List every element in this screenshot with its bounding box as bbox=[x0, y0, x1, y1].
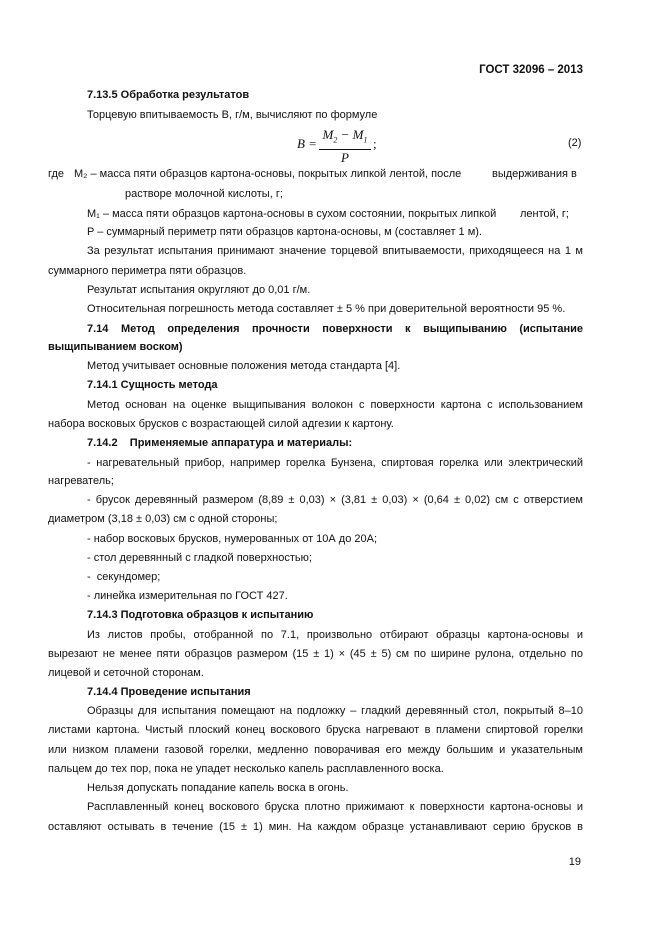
definition-m2-cont: растворе молочной кислоты, г; bbox=[125, 188, 283, 200]
section-heading-7-14-2: 7.14.2 Применяемые аппаратура и материалы: bbox=[87, 437, 353, 449]
paragraph-line: Нельзя допускать попадание капель воска в огонь. bbox=[87, 782, 349, 794]
paragraph-line: Расплавленный конец воскового бруска плотно прижимают к поверхности картона-основы и bbox=[87, 801, 583, 813]
paragraph-line: листами картона. Чистый плоский конец воскового бруска нагревают в пламени спиртовой горелки bbox=[48, 724, 583, 736]
paragraph-line: Торцевую впитываемость B, г/м, вычисляют по формуле bbox=[87, 109, 378, 121]
paragraph-line: набора восковых брусков с возрастающей силой адгезии к картону. bbox=[48, 418, 394, 430]
section-heading-7-14-cont: выщипыванием воском) bbox=[48, 341, 183, 353]
paragraph-line: лицевой и сеточной сторонам. bbox=[48, 667, 204, 679]
formula-equals: = bbox=[309, 136, 317, 151]
section-heading-7-14: 7.14 Метод определения прочности поверхности к выщипыванию (испытание bbox=[87, 323, 583, 335]
paragraph-line: вырезают не менее пяти образцов размером (15 ± 1) × (45 ± 5) см по ширине рулона, отдельно по bbox=[48, 648, 583, 660]
list-item: - секундомер; bbox=[87, 571, 161, 583]
definition-m2: M₂ – масса пяти образцов картона-основы, покрытых липкой лентой, после bbox=[74, 168, 462, 180]
formula-lhs: B bbox=[297, 136, 305, 151]
definition-m1-end: лентой, г; bbox=[520, 208, 569, 220]
list-item-cont: диаметром (3,18 ± 0,03) см с одной стороны; bbox=[48, 513, 278, 525]
definition-m1: M₁ – масса пяти образцов картона-основы в сухом состоянии, покрытых липкой bbox=[87, 208, 497, 220]
paragraph-line: Образцы для испытания помещают на подложку – гладкий деревянный стол, покрытый 8–10 bbox=[87, 705, 583, 717]
paragraph-line: пальцем до тех пор, пока не упадет несколько капель расплавленного воска. bbox=[48, 763, 444, 775]
list-item: - линейка измерительная по ГОСТ 427. bbox=[87, 590, 288, 602]
paragraph-line: Метод учитывает основные положения метода стандарта [4]. bbox=[87, 360, 401, 372]
page-number: 19 bbox=[568, 856, 581, 868]
list-item: - брусок деревянный размером (8,89 ± 0,03) × (3,81 ± 0,03) × (0,64 ± 0,02) см с отверстием bbox=[87, 494, 583, 506]
formula-denominator: P bbox=[341, 149, 349, 165]
section-heading-7-13-5: 7.13.5 Обработка результатов bbox=[87, 89, 250, 101]
list-item: - нагревательный прибор, например горелка Бунзена, спиртовая горелка или электрический bbox=[87, 457, 583, 469]
section-heading-7-14-1: 7.14.1 Сущность метода bbox=[87, 379, 218, 391]
list-item: - набор восковых брусков, нумерованных от 10А до 20А; bbox=[87, 533, 378, 545]
paragraph-line: Из листов пробы, отобранной по 7.1, произвольно отбирают образцы картона-основы и bbox=[87, 629, 583, 641]
paragraph-line: Метод основан на оценке выщипывания волокон с поверхности картона с использованием bbox=[87, 399, 583, 411]
formula-semicolon: ; bbox=[373, 136, 377, 151]
formula-number: (2) bbox=[568, 137, 582, 149]
paragraph-line: Относительная погрешность метода составляет ± 5 % при доверительной вероятности 95 %. bbox=[87, 303, 566, 315]
list-item-cont: нагреватель; bbox=[48, 475, 114, 487]
paragraph-line: или низком пламени газовой горелки, медленно поворачивая его между большим и указательным bbox=[48, 744, 583, 756]
list-item: - стол деревянный с гладкой поверхностью; bbox=[87, 552, 312, 564]
standard-header: ГОСТ 32096 – 2013 bbox=[479, 64, 583, 76]
section-heading-7-14-3: 7.14.3 Подготовка образцов к испытанию bbox=[87, 609, 314, 621]
formula-fraction bbox=[319, 128, 371, 165]
paragraph-line: Результат испытания округляют до 0,01 г/м. bbox=[87, 284, 311, 296]
definition-m2-end: выдерживания в bbox=[492, 168, 577, 180]
formula-numerator: $M_2 - M_1$ bbox=[322, 127, 368, 145]
paragraph-line: суммарного периметра пяти образцов. bbox=[48, 265, 247, 277]
paragraph-line: оставляют остывать в течение (15 ± 1) мин. На каждом образце устанавливают серию брусков в bbox=[48, 821, 583, 833]
paragraph-line: За результат испытания принимают значение торцевой впитываемости, приходящееся на 1 м bbox=[87, 245, 583, 257]
definition-p: P – суммарный периметр пяти образцов картона-основы, м (составляет 1 м). bbox=[87, 226, 483, 238]
where-label: где bbox=[48, 168, 65, 180]
section-heading-7-14-4: 7.14.4 Проведение испытания bbox=[87, 686, 251, 698]
